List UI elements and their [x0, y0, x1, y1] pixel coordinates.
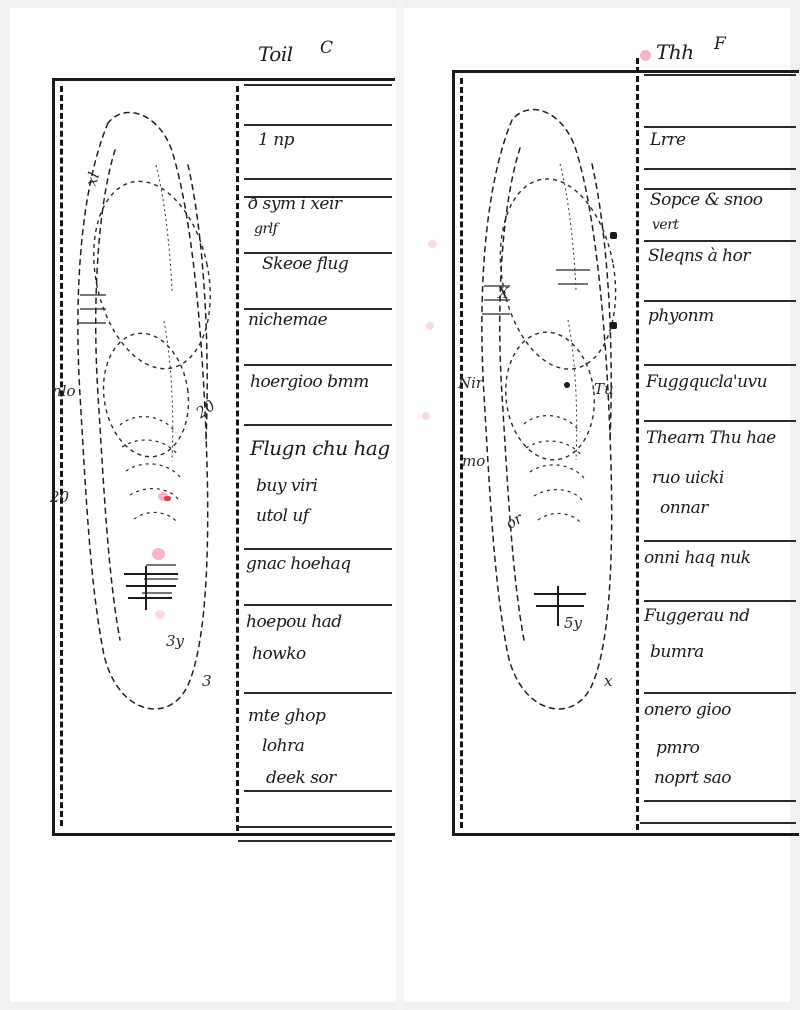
ink-blob — [610, 322, 617, 329]
pink-highlight-dot — [152, 548, 165, 560]
margin-scribble: 3 — [202, 672, 212, 690]
rule-line — [644, 420, 796, 422]
note-line: gnac hoehaq — [246, 554, 351, 574]
note-line: Lrre — [650, 130, 686, 150]
note-line: hoepou had — [246, 612, 342, 632]
rule-line — [244, 692, 392, 694]
right-page-half — [404, 0, 800, 1010]
rule-line — [244, 548, 392, 550]
margin-scribble: 20 — [50, 488, 70, 506]
rule-line — [644, 600, 796, 602]
margin-scribble: x — [604, 672, 613, 690]
left-page-heading-mark: C — [320, 38, 333, 58]
rule-line — [644, 364, 796, 366]
rule-line — [644, 800, 796, 802]
note-line: howko — [252, 644, 306, 664]
note-line: Flugn chu hag — [250, 436, 390, 460]
rule-line — [644, 540, 796, 542]
margin-scribble: Nir — [458, 374, 484, 392]
right-page-heading-mark: F — [714, 34, 726, 54]
left-column-divider-rule — [236, 86, 239, 831]
ink-blob — [610, 232, 617, 239]
rule-line — [238, 826, 392, 828]
pink-highlight-dot — [155, 610, 165, 619]
rule-line — [644, 168, 796, 170]
margin-scribble: 5y — [564, 614, 583, 632]
pink-highlight-dot — [428, 240, 437, 248]
left-margin-dash-rule — [60, 86, 63, 826]
margin-scribble: Tu — [594, 380, 614, 398]
note-line: bumra — [650, 642, 704, 662]
note-line: nichemae — [248, 310, 328, 330]
note-line: lohra — [262, 736, 305, 756]
note-line: Fuggerau nd — [644, 606, 750, 626]
note-line: Sleqns à hor — [648, 246, 750, 266]
margin-scribble: X — [498, 284, 509, 302]
right-page-heading: Thh — [656, 40, 694, 64]
note-line: 1 np — [258, 130, 295, 150]
rule-line — [644, 74, 796, 76]
rule-line — [244, 790, 392, 792]
margin-scribble: 20 — [192, 396, 219, 422]
note-line: pmro — [656, 738, 700, 758]
margin-scribble: mo — [462, 452, 486, 470]
rule-line — [644, 240, 796, 242]
right-column-divider-rule — [636, 58, 639, 830]
pink-highlight-dot — [422, 412, 430, 420]
note-line: Thearn Thu hae — [646, 428, 776, 448]
note-line: onni haq nuk — [644, 548, 751, 568]
note-line: Sopce & snoo — [650, 190, 763, 210]
margin-scribble: 3y — [166, 632, 185, 650]
rule-line — [644, 126, 796, 128]
rule-line — [640, 822, 796, 824]
rule-line — [244, 604, 392, 606]
note-line: deek sor — [266, 768, 336, 788]
rule-line — [244, 124, 392, 126]
note-line: ð sym i xeir — [248, 194, 342, 214]
margin-scribble: xl — [82, 169, 104, 189]
note-line: hoergioo bmm — [250, 372, 369, 392]
pink-highlight-dot — [426, 322, 434, 330]
ink-blob — [564, 382, 570, 388]
note-line: mte ghop — [248, 706, 326, 726]
left-page-heading: Toil — [258, 42, 293, 66]
left-page-half — [0, 0, 396, 1010]
rule-line — [244, 364, 392, 366]
rule-line — [644, 300, 796, 302]
note-line: Skeoe flug — [262, 254, 349, 274]
rule-line — [238, 840, 392, 842]
note-line: onnar — [660, 498, 708, 518]
rule-line — [244, 424, 392, 426]
note-line: Fuggqucla'uvu — [646, 372, 768, 392]
pink-highlight-dot — [640, 50, 651, 61]
margin-scribble: or — [502, 509, 526, 533]
note-line: noprt sao — [654, 768, 732, 788]
note-line: utol uf — [256, 506, 309, 526]
rule-line — [244, 178, 392, 180]
red-ink-mark — [164, 496, 171, 501]
note-line: onero gioo — [644, 700, 731, 720]
note-line: phyonm — [648, 306, 714, 326]
margin-scribble: nlo — [52, 382, 76, 400]
note-line: grlf — [254, 221, 278, 237]
right-sheet-frame — [452, 70, 799, 836]
rule-line — [644, 692, 796, 694]
note-line: vert — [652, 217, 679, 233]
page-fold-seam — [396, 0, 404, 1010]
note-line: buy viri — [256, 476, 318, 496]
rule-line — [244, 84, 392, 86]
note-line: ruo uicki — [652, 468, 724, 488]
